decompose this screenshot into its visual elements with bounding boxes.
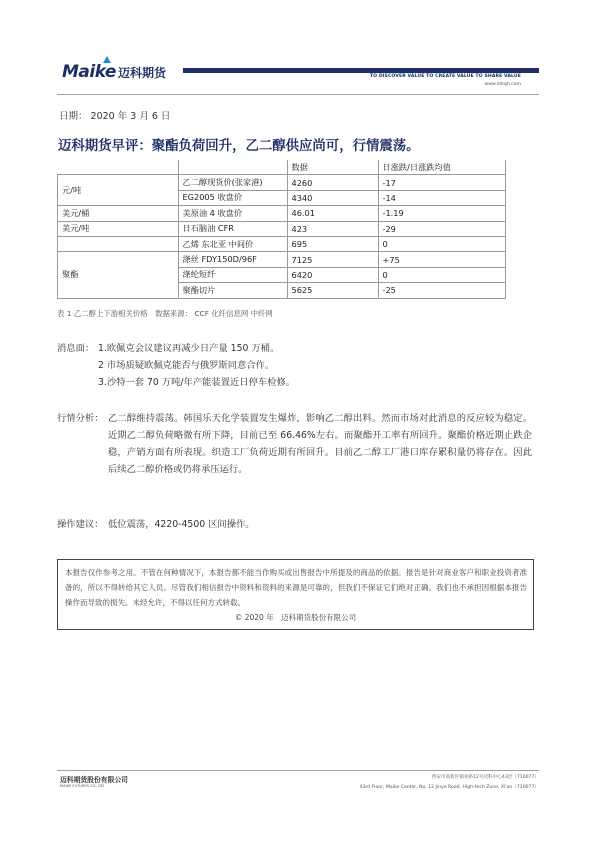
logo-cn: 迈科期货: [117, 66, 166, 80]
change-cell: -17: [378, 175, 505, 190]
table-row: [58, 221, 506, 236]
table-row: [58, 175, 506, 190]
table-row: [58, 236, 506, 251]
change-cell: -14: [378, 190, 505, 205]
value-cell: 6420: [287, 267, 378, 282]
footer-address-en: 43rd Floor, Maike Center, No. 12 Jinye Road, High-tech Zone, Xi'an（710077）: [359, 785, 539, 790]
footer-address-cn: 西安市高新区锦业路12号迈科中心43层（710077）: [431, 775, 539, 780]
item-cell: 涤丝 FDY150D/96F: [178, 252, 287, 267]
operation-label: 操作建议：: [57, 519, 104, 530]
news-label: 消息面：: [57, 343, 95, 354]
disclaimer-text: 本报告仅作参考之用。不管在何种情况下，本报告都不能当作购买或出售报告中所提及的商品的依据。报告是针对商业客户和职业投资者准备的，所以不得转给其它人员。尽管我们相信报告中资料和资料的来源是可靠的，但我们不保证它们绝对正确。我们也不承担因根据本报告操作而导致的损失。未经允许，不得以任何方式转载。: [65, 568, 527, 607]
unit-cell: 美元/吨: [58, 221, 179, 236]
change-cell: 0: [378, 236, 505, 251]
analysis-label: 行情分析：: [57, 413, 104, 424]
report-title: 迈科期货早评：聚酯负荷回升，乙二醇供应尚可，行情震荡。: [58, 139, 420, 154]
date-label: 日期：: [59, 111, 88, 122]
footer-divider: [57, 770, 539, 771]
news-item: 1.欧佩克会议建议再减少日产量 150 万桶。: [98, 343, 280, 354]
price-table: [57, 160, 506, 299]
footer-company: 迈科期货股份有限公司: [60, 776, 128, 784]
value-cell: 4260: [287, 175, 378, 190]
unit-cell: 元/吨: [58, 175, 179, 206]
table-header-cell: [58, 160, 179, 175]
header-bar: [183, 68, 539, 73]
item-cell: 日石脑油 CFR: [178, 221, 287, 236]
logo-latin: Maike: [62, 62, 116, 82]
header-slogan: TO DISCOVER VALUE TO CREATE VALUE TO SHARE VALUE: [369, 74, 521, 79]
change-cell: -25: [378, 283, 505, 298]
table-row: [58, 206, 506, 221]
copyright-line: © 2020 年 迈科期货股份有限公司: [234, 613, 357, 622]
item-cell: 乙二醇现货价(张家港): [178, 175, 287, 190]
value-cell: 5625: [287, 283, 378, 298]
value-cell: 7125: [287, 252, 378, 267]
value-cell: 423: [287, 221, 378, 236]
table-header-cell: [178, 160, 287, 175]
item-cell: 美原油 4 收盘价: [178, 206, 287, 221]
table-header-row: [58, 160, 506, 175]
analysis-text: 乙二醇维持震荡。韩国乐天化学装置发生爆炸，影响乙二醇出料。然而市场对此消息的反应较为稳定。近期乙二醇负荷略微有所下降，目前已至 66.46%左右。而聚酯开工率有所回升。聚酯价格近期止跌企稳，产销方面有所表现。织造工厂负荷近期有所回升。目前乙二醇工厂港口库存累积量仍将存在。因此后续乙二醇价格或仍将承压运行。: [108, 413, 532, 475]
table-caption: 表 1 乙二醇上下游相关价格 数据来源： CCF 化纤信息网 中纤网: [57, 309, 273, 318]
change-cell: -1.19: [378, 206, 505, 221]
item-cell: 乙烯 东北亚 中间价: [178, 236, 287, 251]
change-cell: +75: [378, 252, 505, 267]
news-item: 2 市场质疑欧佩克能否与俄罗斯同意合作。: [98, 360, 275, 371]
date-value: 2020 年 3 月 6 日: [90, 111, 171, 122]
unit-cell: 美元/桶: [58, 206, 179, 221]
header-website: www.mkqh.com: [484, 82, 521, 87]
news-item: 3.沙特一套 70 万吨/年产能装置近日停车检修。: [98, 377, 296, 388]
table-header-cell: 日涨跌/日涨跌均值: [378, 160, 505, 175]
unit-cell: 聚酯: [58, 252, 179, 298]
item-cell: EG2005 收盘价: [178, 190, 287, 205]
operation-text: 低位震荡，4220-4500 区间操作。: [108, 519, 255, 530]
change-cell: 0: [378, 267, 505, 282]
value-cell: 4340: [287, 190, 378, 205]
change-cell: -29: [378, 221, 505, 236]
item-cell: 涤纶短纤: [178, 267, 287, 282]
report-date: [59, 108, 170, 122]
table-header-cell: 数据: [287, 160, 378, 175]
value-cell: 46.01: [287, 206, 378, 221]
item-cell: 聚酯切片: [178, 283, 287, 298]
value-cell: 695: [287, 236, 378, 251]
company-logo: [62, 62, 166, 82]
unit-cell: [58, 236, 179, 251]
header-divider: [57, 94, 539, 95]
table-row: [58, 252, 506, 267]
footer-company-en: MAIKE FUTURES CO.,LTD: [60, 784, 105, 788]
